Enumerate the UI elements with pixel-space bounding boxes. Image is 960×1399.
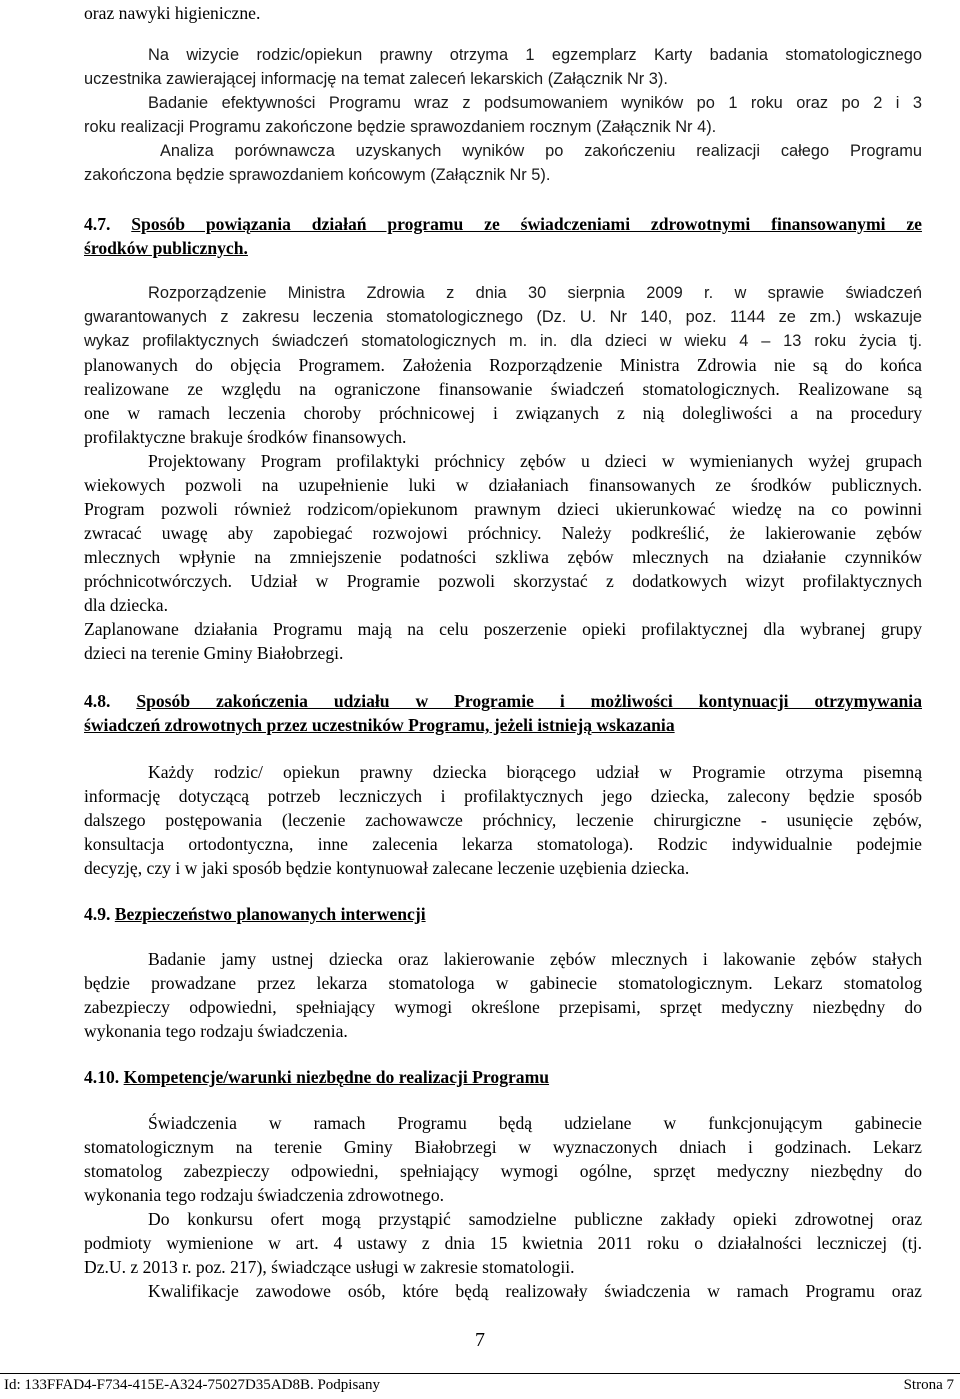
section-number: 4.9.	[84, 904, 111, 924]
section-heading-4-9	[84, 902, 426, 926]
intro-line: Badanie efektywności Programu wraz z podsumowaniem wyników po 1 roku oraz po 2 i 3	[148, 94, 922, 112]
para-line: Świadczenia w ramach Programu będą udzielane w funkcjonującym gabinecie	[148, 1113, 922, 1133]
para-line: dalszego postępowania (leczenie zachowawcze próchnicy, leczenie chirurgiczne - usunięcie zębów,	[84, 810, 922, 830]
intro-line: uczestnika zawierającej informację na temat zaleceń lekarskich (Załącznik Nr 3).	[84, 70, 668, 88]
section-title: Kompetencje/warunki niezbędne do realizacji Programu	[123, 1067, 550, 1087]
page-number: 7	[475, 1329, 485, 1351]
para-line: wykonania tego rodzaju świadczenia zdrowotnego.	[84, 1185, 445, 1205]
para-line: decyzję, czy i w jaki sposób będzie kontynuował zalecane leczenie uzębienia dziecka.	[84, 858, 690, 878]
para-line: wykonania tego rodzaju świadczenia.	[84, 1021, 348, 1041]
intro-line: zakończona będzie sprawozdaniem końcowym (Załącznik Nr 5).	[84, 166, 551, 184]
para-line: Rozporządzenie Ministra Zdrowia z dnia 30 sierpnia 2009 r. w sprawie świadczeń	[148, 284, 922, 302]
intro-line: roku realizacji Programu zakończone będzie sprawozdaniem rocznym (Załącznik Nr 4).	[84, 118, 717, 136]
section-title-cont: świadczeń zdrowotnych przez uczestników Programu, jeżeli istnieją wskazania	[84, 715, 675, 735]
section-number: 4.10.	[84, 1067, 120, 1087]
para-line: dzieci na terenie Gminy Białobrzegi.	[84, 643, 344, 663]
para-line: realizowane ze względu na ograniczone finansowanie świadczeń stomatologicznych. Realizowane są	[84, 379, 922, 399]
section-title: Sposób zakończenia udziału w Programie i możliwości kontynuacji otrzymywania	[136, 691, 922, 711]
para-line: zabezpieczy odpowiedni, spełniający wymogi określone przepisami, sprzęt medyczny niezbędny do	[84, 997, 922, 1017]
section-heading-4-7	[84, 212, 922, 236]
section-title: Bezpieczeństwo planowanych interwencji	[114, 904, 426, 924]
intro-line: Analiza porównawcza uzyskanych wyników po zakończeniu realizacji całego Programu	[160, 142, 922, 160]
para-line: informację dotyczącą potrzeb leczniczych i profilaktycznych jego dziecka, zalecony będzie sposób	[84, 786, 922, 806]
para-line: Każdy rodzic/ opiekun prawny dziecka biorącego udział w Programie otrzyma pisemną	[148, 762, 922, 782]
section-number: 4.7.	[84, 214, 111, 234]
para-line: Kwalifikacje zawodowe osób, które będą realizowały świadczenia w ramach Programu oraz	[148, 1281, 922, 1301]
para-line: profilaktyczne brakuje środków finansowych.	[84, 427, 407, 447]
para-line: będzie prowadzane przez lekarza stomatologa w gabinecie stomatologicznym. Lekarz stomatolog	[84, 973, 922, 993]
para-line: Dz.U. z 2013 r. poz. 217), świadczące usługi w zakresie stomatologii.	[84, 1257, 575, 1277]
para-line: gwarantowanych z zakresu leczenia stomatologicznego (Dz. U. Nr 140, poz. 1144 ze zm.) wskazuje	[84, 308, 922, 326]
para-line: podmioty wymienione w art. 4 ustawy z dnia 15 kwietnia 2011 roku o działalności leczniczej (tj.	[84, 1233, 922, 1253]
para-line: stomatologicznym na terenie Gminy Białobrzegi w wyznaczonych dniach i godzinach. Lekarz	[84, 1137, 922, 1157]
intro-line: Na wizycie rodzic/opiekun prawny otrzyma 1 egzemplarz Karty badania stomatologicznego	[148, 46, 922, 64]
para-line: wykaz profilaktycznych świadczeń stomatologicznych m. in. dla dzieci w wieku 4 – 13 roku życia tj.	[84, 332, 922, 350]
footer-divider	[0, 1373, 960, 1374]
para-line: one w ramach leczenia choroby próchnicowej i związanych z nią dolegliwości a na procedury	[84, 403, 922, 423]
para-line: Projektowany Program profilaktyki próchnicy zębów u dzieci w wymienianych wyżej grupach	[148, 451, 922, 471]
section-heading-4-8	[84, 689, 922, 713]
section-title-cont: środków publicznych.	[84, 238, 248, 258]
para-line: konsultacja ortodontyczna, inne zalecenia lekarza stomatologa). Rodzic indywidualnie podejmie	[84, 834, 922, 854]
para-line: stomatolog zabezpieczy odpowiedni, spełniający wymogi ogólne, sprzęt medyczny niezbędny do	[84, 1161, 922, 1181]
para-line: dla dziecka.	[84, 595, 169, 615]
section-number: 4.8.	[84, 691, 111, 711]
para-line: Badanie jamy ustnej dziecka oraz lakierowanie zębów mlecznych i lakowanie zębów stałych	[148, 949, 922, 969]
para-line: Do konkursu ofert mogą przystąpić samodzielne publiczne zakłady opieki zdrowotnej oraz	[148, 1209, 922, 1229]
para-line: wiekowych pozwoli na uzupełnienie luki w działaniach finansowanych ze środków publicznych.	[84, 475, 922, 495]
para-line: Zaplanowane działania Programu mają na celu poszerzenie opieki profilaktycznej dla wybranej grupy	[84, 619, 922, 639]
document-id: Id: 133FFAD4-F734-415E-A324-75027D35AD8B. Podpisany	[4, 1377, 380, 1393]
section-heading-4-10	[84, 1065, 549, 1089]
top-line: oraz nawyki higieniczne.	[84, 3, 261, 23]
section-title: Sposób powiązania działań programu ze świadczeniami zdrowotnymi finansowanymi ze	[131, 214, 922, 234]
para-line: mlecznych wpłynie na zmniejszenie podatności szkliwa zębów mlecznych na działanie czynników	[84, 547, 922, 567]
para-line: próchnicotwórczych. Udział w Programie pozwoli skorzystać z dodatkowych wizyt profilaktycznych	[84, 571, 922, 591]
para-line: zwracać uwagę aby zapobiegać rozwojowi próchnicy. Należy podkreślić, że lakierowanie zębów	[84, 523, 922, 543]
para-line: planowanych do objęcia Programem. Założenia Rozporządzenie Ministra Zdrowia nie są do końca	[84, 355, 922, 375]
footer-page-label: Strona 7	[903, 1377, 954, 1393]
para-line: Program pozwoli również rodzicom/opiekunom prawnym dzieci ukierunkować wiedzę na co powinni	[84, 499, 922, 519]
